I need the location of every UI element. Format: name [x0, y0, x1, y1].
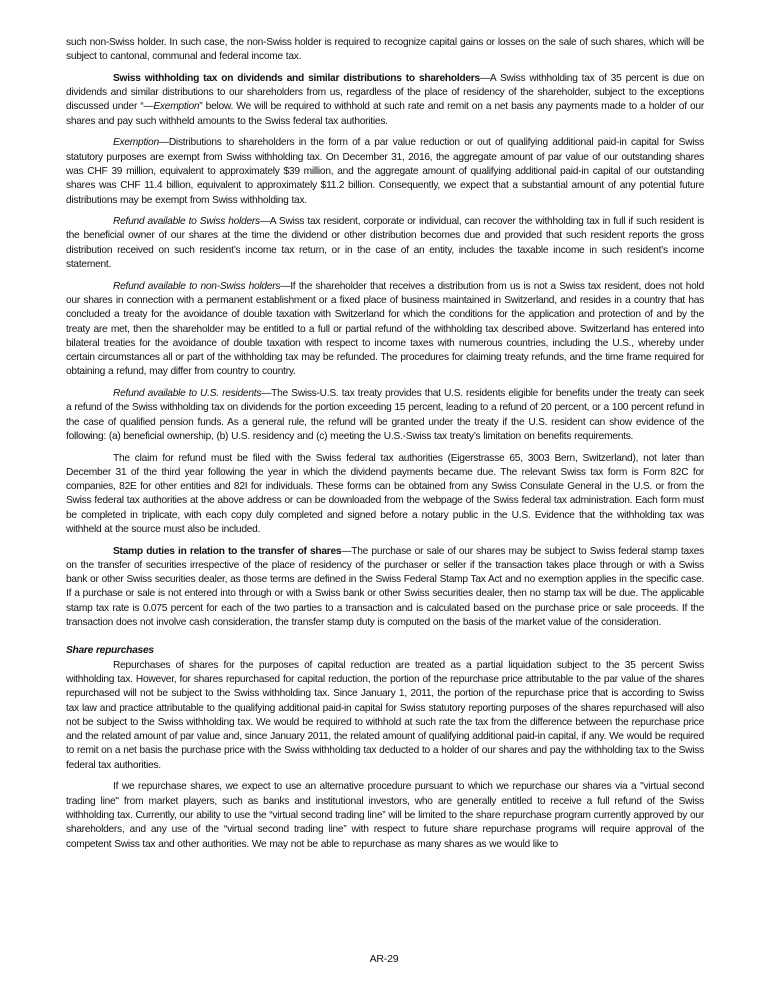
paragraph-claim-for-refund: [66, 452, 704, 538]
paragraph-lead-bold: Stamp duties in relation to the transfer of shares: [113, 545, 342, 557]
paragraph-text: The claim for refund must be filed with the Swiss federal tax authorities (Eigerstrasse 65, 3003 Bern, Switzerland), not later than December 31 of the third year following the year in which the dividend payments became due. The relevant Swiss tax form is Form 82C for companies, 82E for other entities and 82I for individuals. These forms can be obtained from any Swiss Consulate General in the U.S. or from the Swiss federal tax authorities at the above address or can be downloaded from the webpage of the Swiss federal tax administration. Each form must be completed in triplicate, with each copy duly completed and signed before a notary public in the U.S. Evidence that the withholding tax was withheld at the source must also be included.: [66, 452, 704, 535]
paragraph-text: —If the shareholder that receives a distribution from us is not a Swiss tax resident, does not hold our shares in connection with a permanent establishment or a fixed place of business maintained in Switzerland, and resides in a country that has concluded a treaty for the avoidance of double taxation with Switzerland for which the conditions for the application and protection of and by the treaty are met, then the shareholder may be entitled to a full or partial refund of the withholding tax described above. Switzerland has entered into bilateral treaties for the avoidance of double taxation with respect to income taxes with numerous countries, including the U.S., whereby under certain circumstances all or part of the withholding tax may be refunded. The procedures for claiming treaty refunds, and the time frame required for obtaining a refund, may differ from country to country.: [66, 280, 704, 378]
paragraph-lead-italic: Refund available to U.S. residents: [113, 388, 262, 400]
paragraph-text: —The Swiss-U.S. tax treaty provides that U.S. residents eligible for benefits under the treaty can seek a refund of the Swiss withholding tax on dividends for the portion exceeding 15 percent, leading to a refund of 20 percent, or a 100 percent refund in the case of qualified pension funds. As a general rule, the refund will be granted under the treaty if the U.S. resident can show evidence of the following: (a) beneficial ownership, (b) U.S. residency and (c) meeting the U.S.-Swiss tax treaty’s limitation on benefits requirements.: [66, 388, 705, 442]
paragraph-text: —A Swiss tax resident, corporate or individual, can recover the withholding tax in full if such resident is the beneficial owner of our shares at the time the dividend or other distribution becomes due and provided that such resident reports the gross distribution received on such resident’s income tax return, or in the case of an entity, includes the taxable income in such resident’s income statement.: [66, 216, 704, 271]
paragraph-text: If we repurchase shares, we expect to use an alternative procedure pursuant to which we repurchase our shares via a "virtual second trading line" from market players, such as banks and institutional investors, who are generally entitled to receive a full refund of the Swiss withholding tax. Currently, our ability to use the “virtual second trading line” will be limited to the share repurchase program currently approved by our shareholders, and any use of the “virtual second trading line” with respect to future share repurchase programs will require approval of the competent Swiss tax and other authorities. We may not be able to repurchase as many shares as we would like to: [66, 781, 704, 850]
paragraph-text: Repurchases of shares for the purposes of capital reduction are treated as a partial liquidation subject to the 35 percent Swiss withholding tax. However, for shares repurchased for capital reduction, the portion of the repurchase price attributable to the par value of the shares repurchased will not be subject to the Swiss withholding tax. Since January 1, 2011, the portion of the repurchase price that is according to Swiss tax law and practice attributable to the qualifying additional paid-in capital for Swiss statutory reporting purposes of the shares repurchased will also not be subject to the Swiss withholding tax. We would be required to withhold at such rate the tax from the difference between the repurchase price and the related amount of par value and, since January 2011, the related amount of qualifying additional paid-in capital, if any. We would be required to remit on a net basis the purchase price with the Swiss withholding tax deducted to a holder of our shares and pay the withholding tax to the Swiss federal tax authorities.: [66, 659, 704, 771]
paragraph-text: —Distributions to shareholders in the form of a par value reduction or out of qualifying additional paid-in capital for Swiss statutory purposes are exempt from Swiss withholding tax. On December 31, 2016, the aggregate amount of par value of our outstanding shares was CHF 39 million, equivalent to approximately $39 million, and the aggregate amount of qualifying additional paid-in capital of our outstanding shares was CHF 11.4 billion, equivalent to approximately $11.2 billion. Consequently, we expect that a substantial amount of any potential future distributions may be exempt from Swiss withholding tax.: [66, 137, 704, 206]
paragraph-lead-italic: Exemption: [113, 137, 159, 149]
paragraph-lead-italic: Refund available to Swiss holders: [113, 216, 260, 228]
section-heading-share-repurchases: Share repurchases: [66, 645, 154, 657]
paragraph-virtual-second-trading-line: [66, 780, 704, 851]
paragraph-refund-non-swiss-holders: [66, 280, 704, 380]
paragraph-lead-italic: Refund available to non-Swiss holders: [113, 280, 281, 292]
paragraph-continuation: [66, 36, 704, 65]
paragraph-refund-swiss-holders: [66, 215, 704, 272]
paragraph-text: —The purchase or sale of our shares may be subject to Swiss federal stamp taxes on the transfer of securities irrespective of the place of residency of the purchaser or seller if the transaction takes place through or with a Swiss bank or other Swiss securities dealer, as those terms are defined in the Swiss Federal Stamp Tax Act and no exemption applies in the specific case. If a purchase or sale is not entered into through or with a Swiss bank or other Swiss securities dealer, then no stamp tax will be due. The applicable stamp tax rate is 0.075 percent for each of the two parties to a transaction and is calculated based on the purchase price or sale proceeds. If the transaction does not involve cash consideration, the transfer stamp duty is computed on the basis of the market value of the consideration.: [66, 545, 705, 629]
paragraph-stamp-duties: [66, 545, 704, 631]
page-number: AR-29: [369, 953, 399, 965]
paragraph-text-italic: Exemption: [153, 101, 200, 113]
paragraph-text: ” below. We will be required to withhold at such rate and remit on a net basis any payments made to a holder of our shares and pay such withheld amounts to the Swiss federal tax authorities.: [66, 101, 704, 127]
paragraph-refund-us-residents: [66, 387, 704, 444]
paragraph-text: —A Swiss withholding tax of 35 percent is due on dividends and similar distributions to our shareholders from us, regardless of the place of residency of the shareholder, subject to the exceptions discussed under “—: [66, 72, 704, 113]
document-body: [66, 36, 704, 859]
paragraph-exemption: [66, 136, 704, 207]
paragraph-swiss-withholding-tax: [66, 72, 704, 129]
paragraph-text: such non-Swiss holder. In such case, the non-Swiss holder is required to recognize capital gains or losses on the sale of such shares, which will be subject to cantonal, communal and federal income tax.: [66, 37, 704, 63]
paragraph-repurchases: [66, 659, 704, 773]
paragraph-lead-bold: Swiss withholding tax on dividends and similar distributions to shareholders: [113, 72, 480, 84]
